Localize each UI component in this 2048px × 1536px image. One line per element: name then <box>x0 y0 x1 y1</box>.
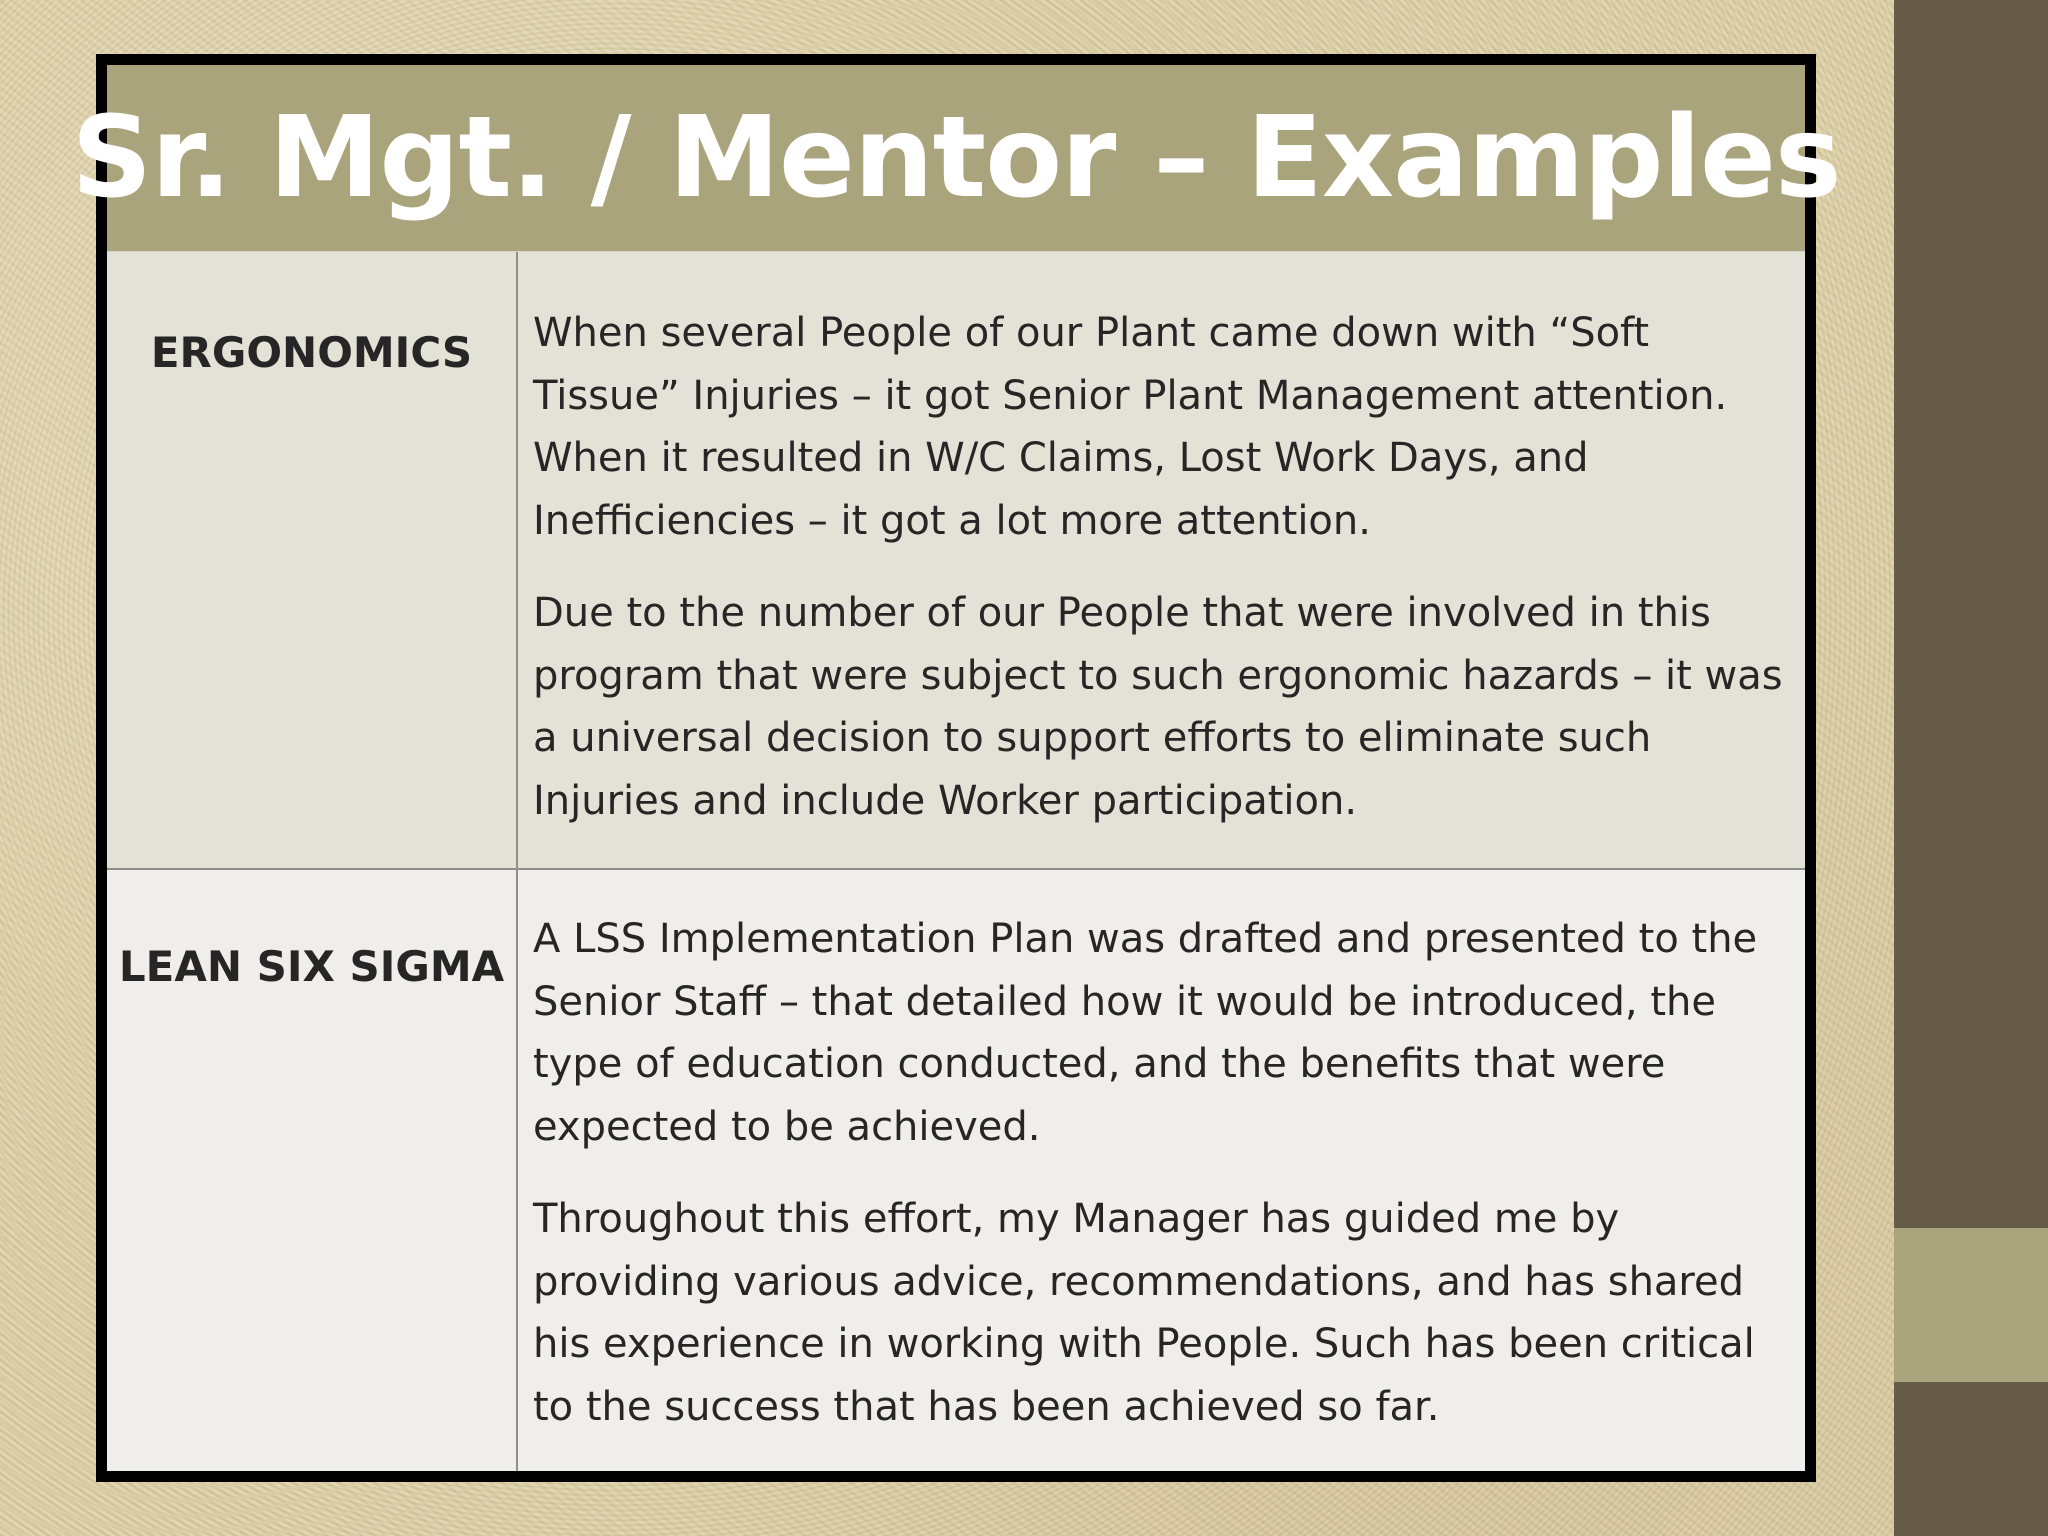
table-row-ergonomics <box>107 252 1805 870</box>
slide-title: Sr. Mgt. / Mentor – Examples <box>71 93 1841 223</box>
row-label-ergonomics: ERGONOMICS <box>107 252 518 868</box>
slide-frame <box>71 54 1841 1482</box>
paragraph: When several People of our Plant came down with “Soft Tissue” Injuries – it got Senior Plant Management attention. When it resulted in W/C Claims, Lost Work Days, and Inefficiencies – it got a lot more attention. <box>533 310 1728 544</box>
side-bar-accent <box>1894 1228 2048 1382</box>
table-row-lean-six-sigma <box>107 870 1805 1471</box>
row-label-lean-six-sigma: LEAN SIX SIGMA <box>107 870 518 1471</box>
paragraph: Throughout this effort, my Manager has guided me by providing various advice, recommendations, and has shared his experience in working with People. Such has been critical to the success that has been achieved so far. <box>533 1196 1755 1430</box>
title-band <box>71 65 1841 252</box>
paragraph: A LSS Implementation Plan was drafted and presented to the Senior Staff – that detailed how it would be introduced, the type of education conducted, and the benefits that were expected to be achieved. <box>533 916 1758 1150</box>
row-content-lean-six-sigma <box>518 870 1805 1471</box>
slide-content <box>71 65 1841 1471</box>
paragraph: Due to the number of our People that were involved in this program that were subject to such ergonomic hazards – it was a universal decision to support efforts to eliminate such Injuries and include Worker participation. <box>533 590 1783 824</box>
row-content-ergonomics <box>518 252 1805 868</box>
